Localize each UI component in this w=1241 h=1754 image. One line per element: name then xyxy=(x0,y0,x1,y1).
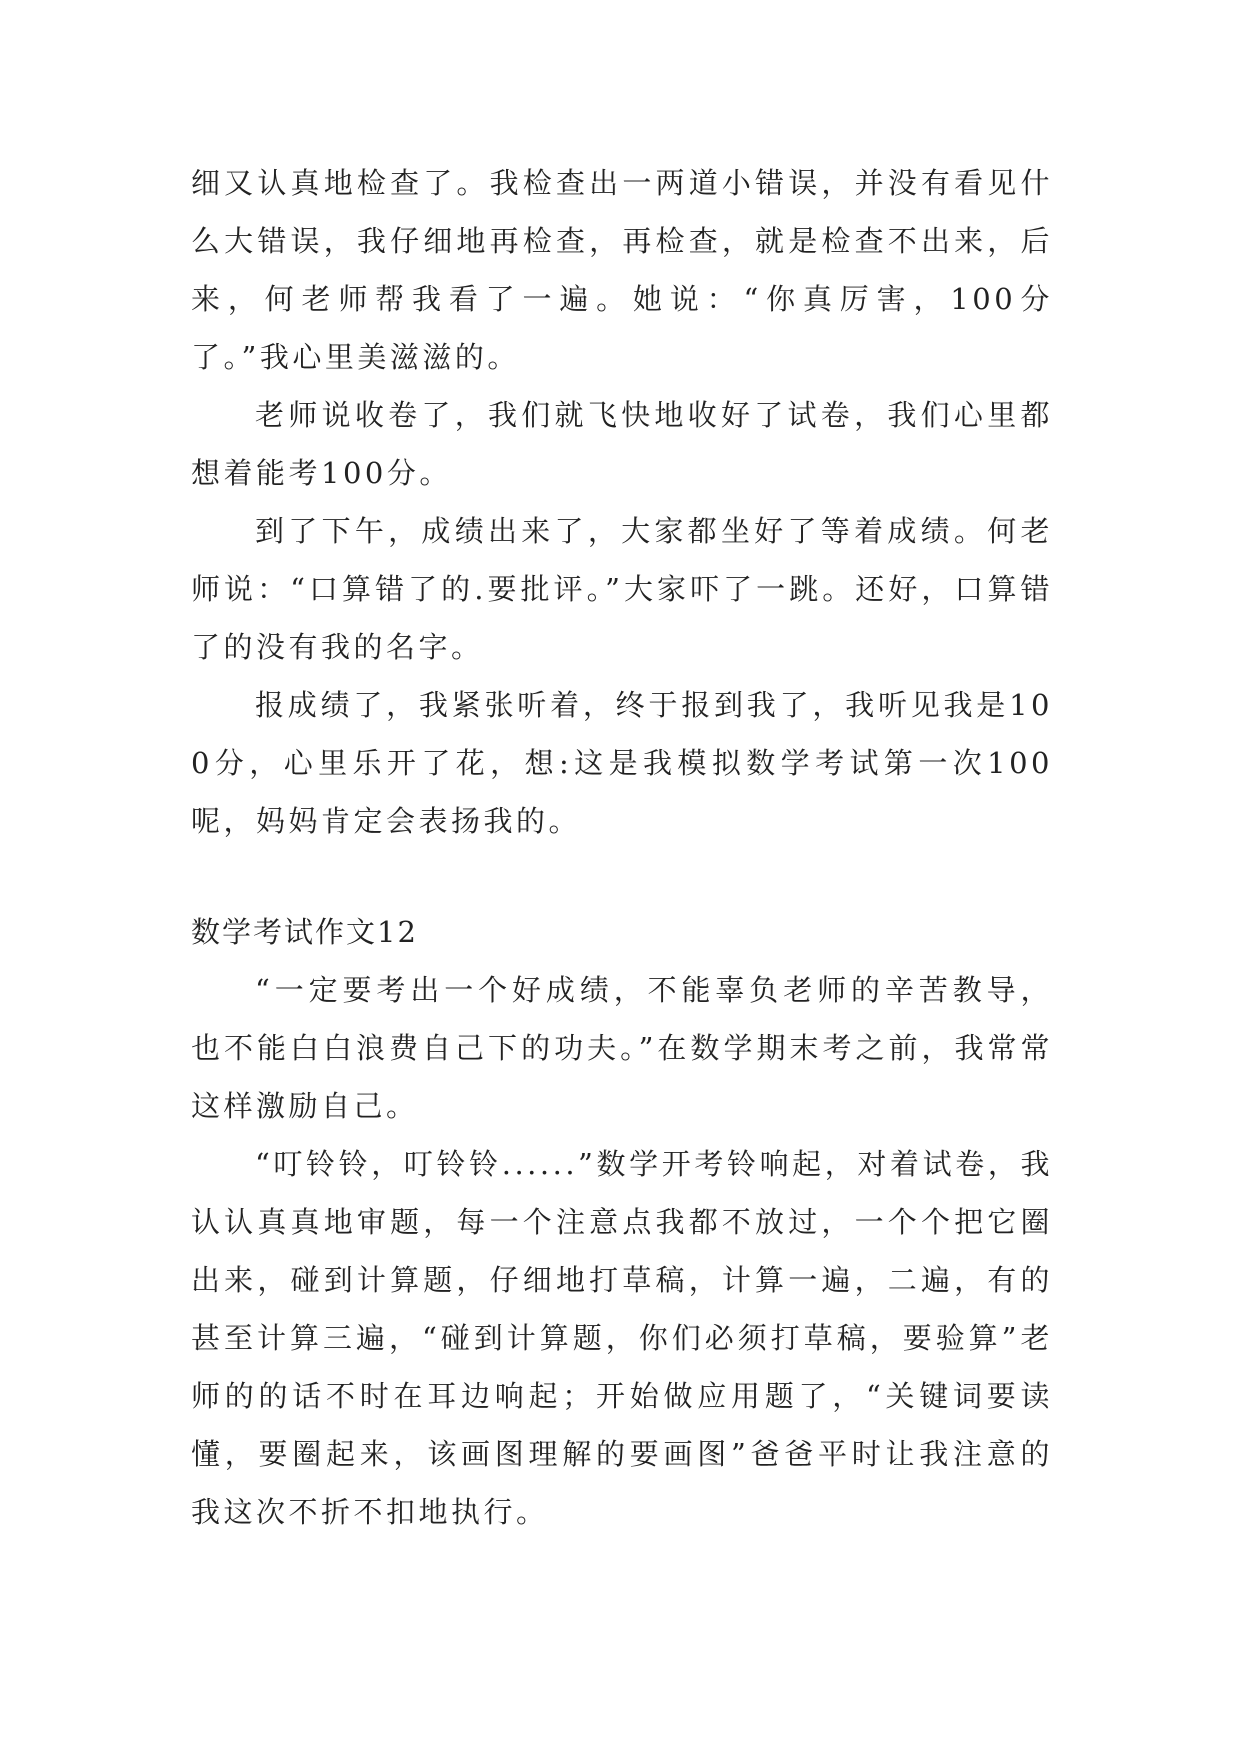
paragraph: “叮铃铃，叮铃铃......”数学开考铃响起，对着试卷，我认认真真地审题，每一个注意点我都不放过，一个个把它圈出来，碰到计算题，仔细地打草稿，计算一遍，二遍，有的甚至计算三遍，“碰到计算题，你们必须打草稿，要验算”老师的的话不时在耳边响起；开始做应用题了，“关键词要读懂，要圈起来，该画图理解的要画图”爸爸平时让我注意的我这次不折不扣地执行。 xyxy=(191,1147,1053,1529)
paragraph: 老师说收卷了，我们就飞快地收好了试卷，我们心里都想着能考100分。 xyxy=(191,398,1053,490)
paragraph: 到了下午，成绩出来了，大家都坐好了等着成绩。何老师说：“口算错了的.要批评。”大家吓了一跳。还好，口算错了的没有我的名字。 xyxy=(191,514,1053,664)
paragraph: “一定要考出一个好成绩，不能辜负老师的辛苦教导，也不能白白浪费自己下的功夫。”在数学期末考之前，我常常这样激励自己。 xyxy=(191,973,1053,1123)
essay-12 xyxy=(191,903,1053,1541)
essay-heading: 数学考试作文12 xyxy=(191,915,418,949)
paragraph: 报成绩了，我紧张听着，终于报到我了，我听见我是100分，心里乐开了花，想:这是我模拟数学考试第一次100呢，妈妈肯定会表扬我的。 xyxy=(191,688,1053,838)
paragraph: 细又认真地检查了。我检查出一两道小错误，并没有看见什么大错误，我仔细地再检查，再检查，就是检查不出来，后来，何老师帮我看了一遍。她说：“你真厉害，100分了。”我心里美滋滋的。 xyxy=(191,166,1053,374)
essay-continuation xyxy=(191,154,1053,850)
